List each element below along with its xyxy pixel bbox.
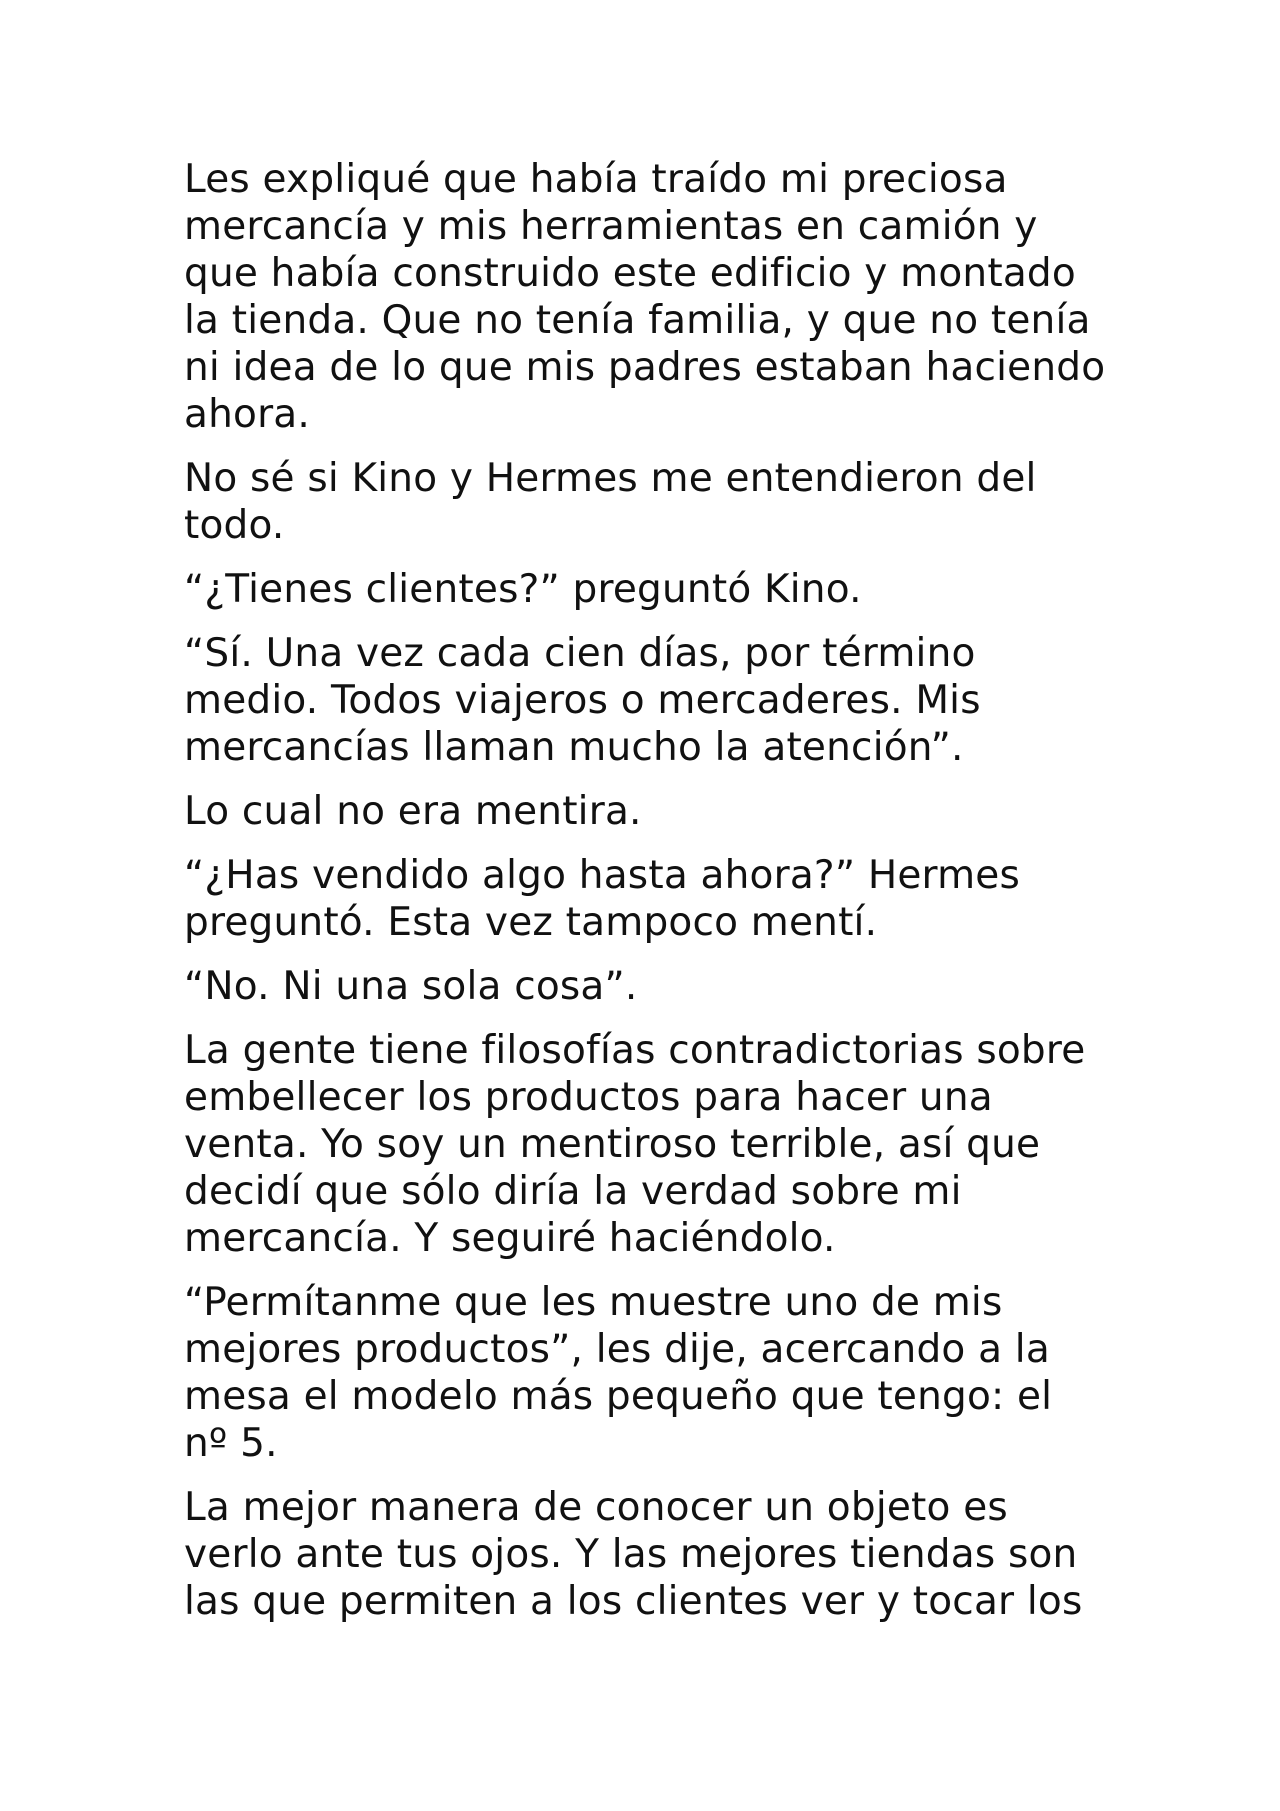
paragraph: “No. Ni una sola cosa”. [184,964,638,1009]
paragraph: La gente tiene filosofías contradictorias sobre embellecer los productos para hacer una venta. Yo soy un mentiroso terrible, así que decidí que sólo diría la verdad sobre mi mercancía. Y seguiré haciéndolo. [184,1028,1086,1261]
document-page [184,156,1114,1642]
paragraph: Lo cual no era mentira. [184,789,642,834]
paragraph: Les expliqué que había traído mi preciosa mercancía y mis herramientas en camión y que había construido este edificio y montado la tienda. Que no tenía familia, y que no tenía ni idea de lo que mis padres estaban haciendo ahora. [184,157,1106,437]
paragraph: “Sí. Una vez cada cien días, por término medio. Todos viajeros o mercaderes. Mis mercancías llaman mucho la atención”. [184,631,981,770]
paragraph: “¿Has vendido algo hasta ahora?” Hermes preguntó. Esta vez tampoco mentí. [184,853,1020,945]
paragraph: La mejor manera de conocer un objeto es verlo ante tus ojos. Y las mejores tiendas son las que permiten a los clientes ver y tocar los [184,1485,1083,1624]
paragraph: “Permítanme que les muestre uno de mis mejores productos”, les dije, acercando a la mesa el modelo más pequeño que tengo: el nº 5. [184,1280,1053,1466]
paragraph: No sé si Kino y Hermes me entendieron del todo. [184,456,1037,548]
paragraph: “¿Tienes clientes?” preguntó Kino. [184,567,862,612]
